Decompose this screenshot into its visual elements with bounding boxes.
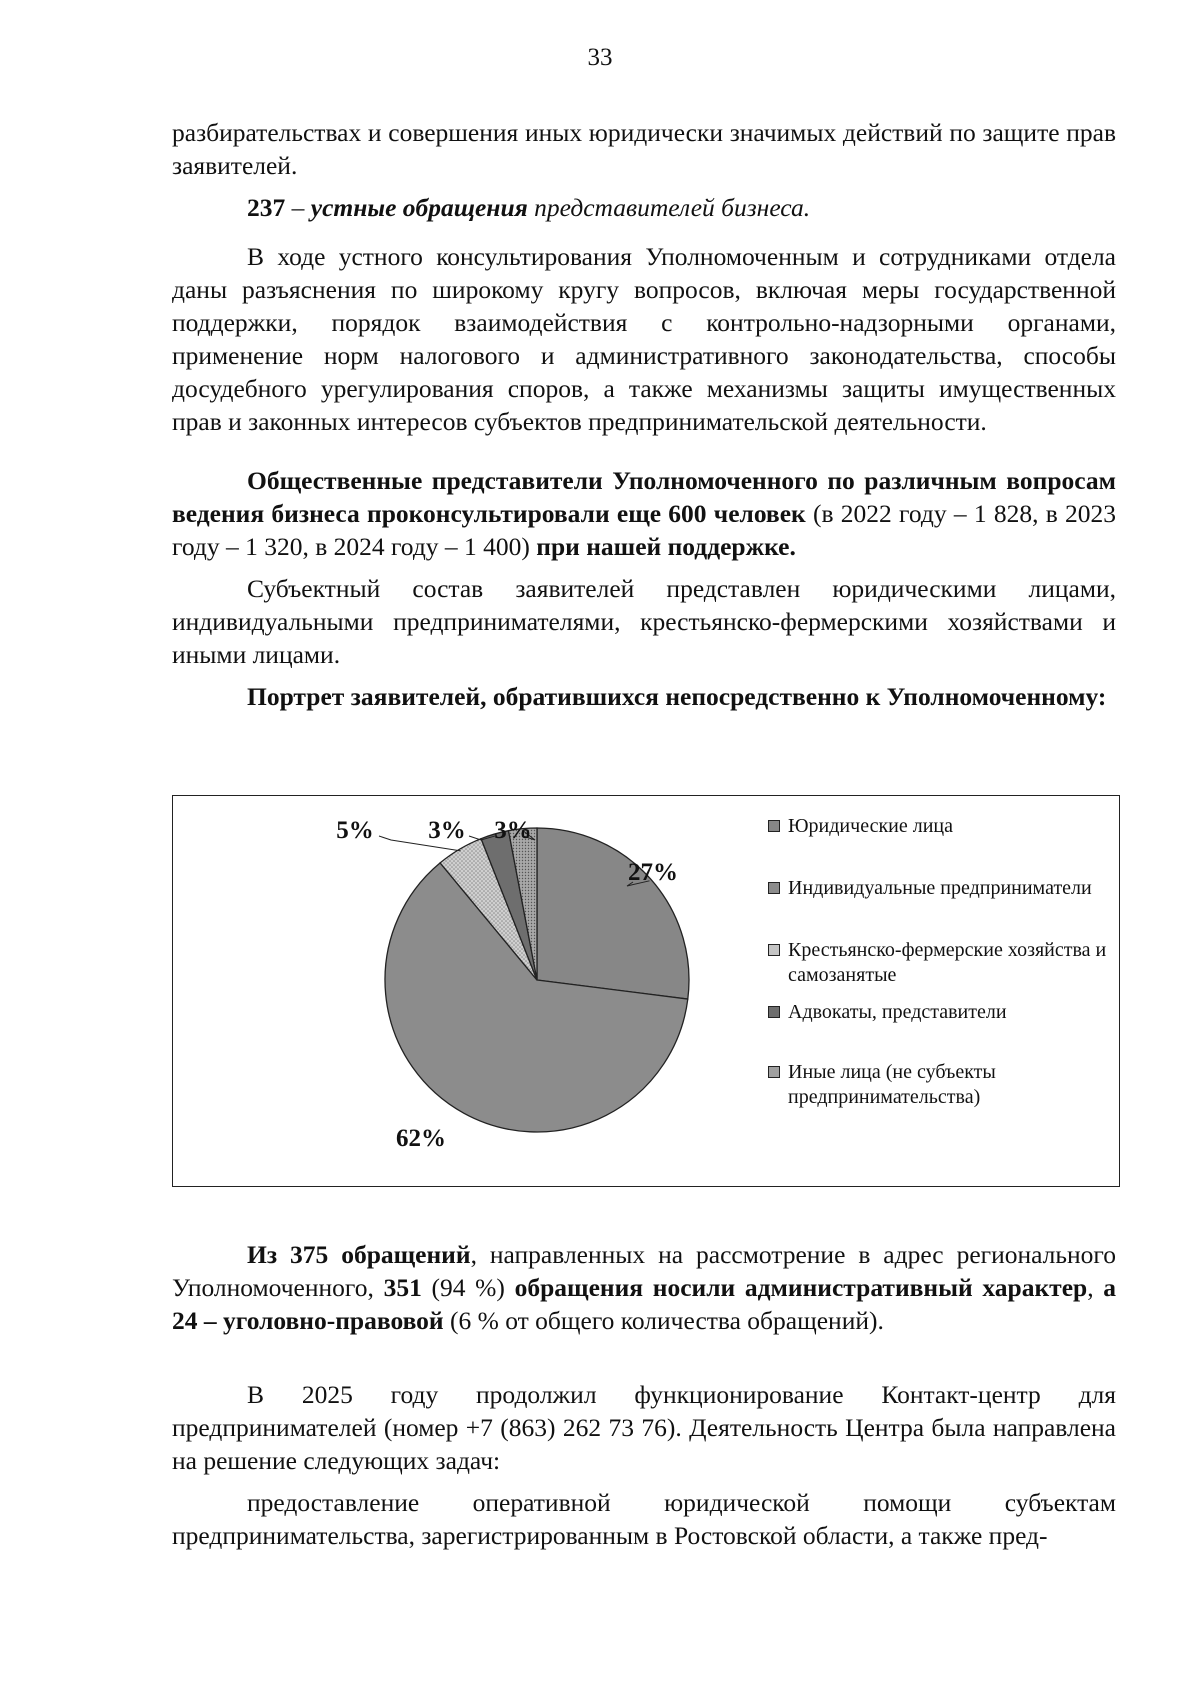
pie-slice-legal-entities [537,828,689,999]
pie-label-lawyers-representatives: 3% [428,817,466,844]
legend-swatch-other-persons [768,1066,780,1078]
appeals-admin-character: обращения носили административный характер [514,1273,1088,1302]
appeals-text-2: , [1087,1273,1104,1302]
legend-swatch-individual-entrepreneurs [768,882,780,894]
legend-label-individual-entrepreneurs: Индивидуальные предприниматели [788,877,1092,899]
public-reps-years: (в 2022 году – 1 828, в 2023 году – 1 320, в 2024 году – 1 400) [172,499,1116,561]
legend-label-legal-entities: Юридические лица [788,815,954,837]
pie-label-legal-entities: 27% [628,859,678,886]
appeals-admin-pct: (94 %) [421,1273,515,1302]
appeals-criminal-pct: (6 % от общего количества обращений). [443,1306,884,1335]
appeals-text-1: , направленных на рассмотрение в адрес регионального Уполномоченного, [172,1240,1117,1302]
legend-swatch-farms-self-employed [768,944,780,956]
legend-label-farms-self-employed: Крестьянско-фермерские хозяйства и самозанятые [788,939,1107,986]
oral-appeals-count: 237 [247,193,286,222]
paragraph-appeals-breakdown [172,1238,1116,1337]
chart-heading: Портрет заявителей, обратившихся непосредственно к Уполномоченному: [247,682,1107,711]
legend-label-other-persons: Иные лица (не субъекты предпринимательства) [788,1061,996,1108]
paragraph-consulting: В ходе устного консультирования Уполномоченным и сотрудниками отдела даны разъяснения по широкому кругу вопросов, включая меры государственной поддержки, порядок взаимодействия с контрольно-надзорными органами, применение норм налогового и административного законодательства, способы досудебного урегулирования споров, а также механизмы защиты имущественных прав и законных интересов субъектов предпринимательской деятельности. [172,242,1116,436]
legend-swatch-legal-entities [768,820,780,832]
paragraph-task-list: предоставление оперативной юридической помощи субъектам предпринимательства, зарегистрированным в Ростовской области, а также пред- [172,1488,1116,1550]
public-reps-bold-part: Общественные представители Уполномоченного по различным вопросам ведения бизнеса проконсультировали еще 600 человек [172,466,1116,528]
paragraph-oral-appeals [172,191,1116,224]
pie-label-other-persons: 3% [494,817,532,844]
pie-label-farms-self-employed: 5% [336,817,374,844]
oral-appeals-term: устные обращения [310,193,528,222]
paragraph-applicant-composition: Субъектный состав заявителей представлен юридическими лицами, индивидуальными предпринимателями, крестьянско-фермерскими хозяйствами и иными лицами. [172,574,1116,669]
oral-appeals-subject: представителей бизнеса. [527,193,811,222]
oral-appeals-dash: – [285,193,311,222]
pie-label-individual-entrepreneurs: 62% [396,1125,446,1152]
paragraph-continuation: разбирательствах и совершения иных юридически значимых действий по защите прав заявителей. [172,118,1116,180]
appeals-admin-count: 351 [383,1273,422,1302]
legend-label-lawyers-representatives: Адвокаты, представители [788,1001,1007,1023]
page-number: 33 [587,44,613,71]
legend-swatch-lawyers-representatives [768,1006,780,1018]
pie-chart-frame [172,795,1120,1187]
paragraph-public-representatives [172,464,1116,563]
appeals-total: Из 375 обращений [247,1240,471,1269]
appeals-criminal: а 24 – уголовно-правовой [172,1273,1117,1335]
paragraph-contact-center: В 2025 году продолжил функционирование Контакт-центр для предпринимателей (номер +7 (863) 262 73 76). Деятельность Центра была направлена на решение следующих задач: [172,1380,1116,1475]
public-reps-support: при нашей поддержке. [536,532,796,561]
pie-chart [173,796,1121,1188]
